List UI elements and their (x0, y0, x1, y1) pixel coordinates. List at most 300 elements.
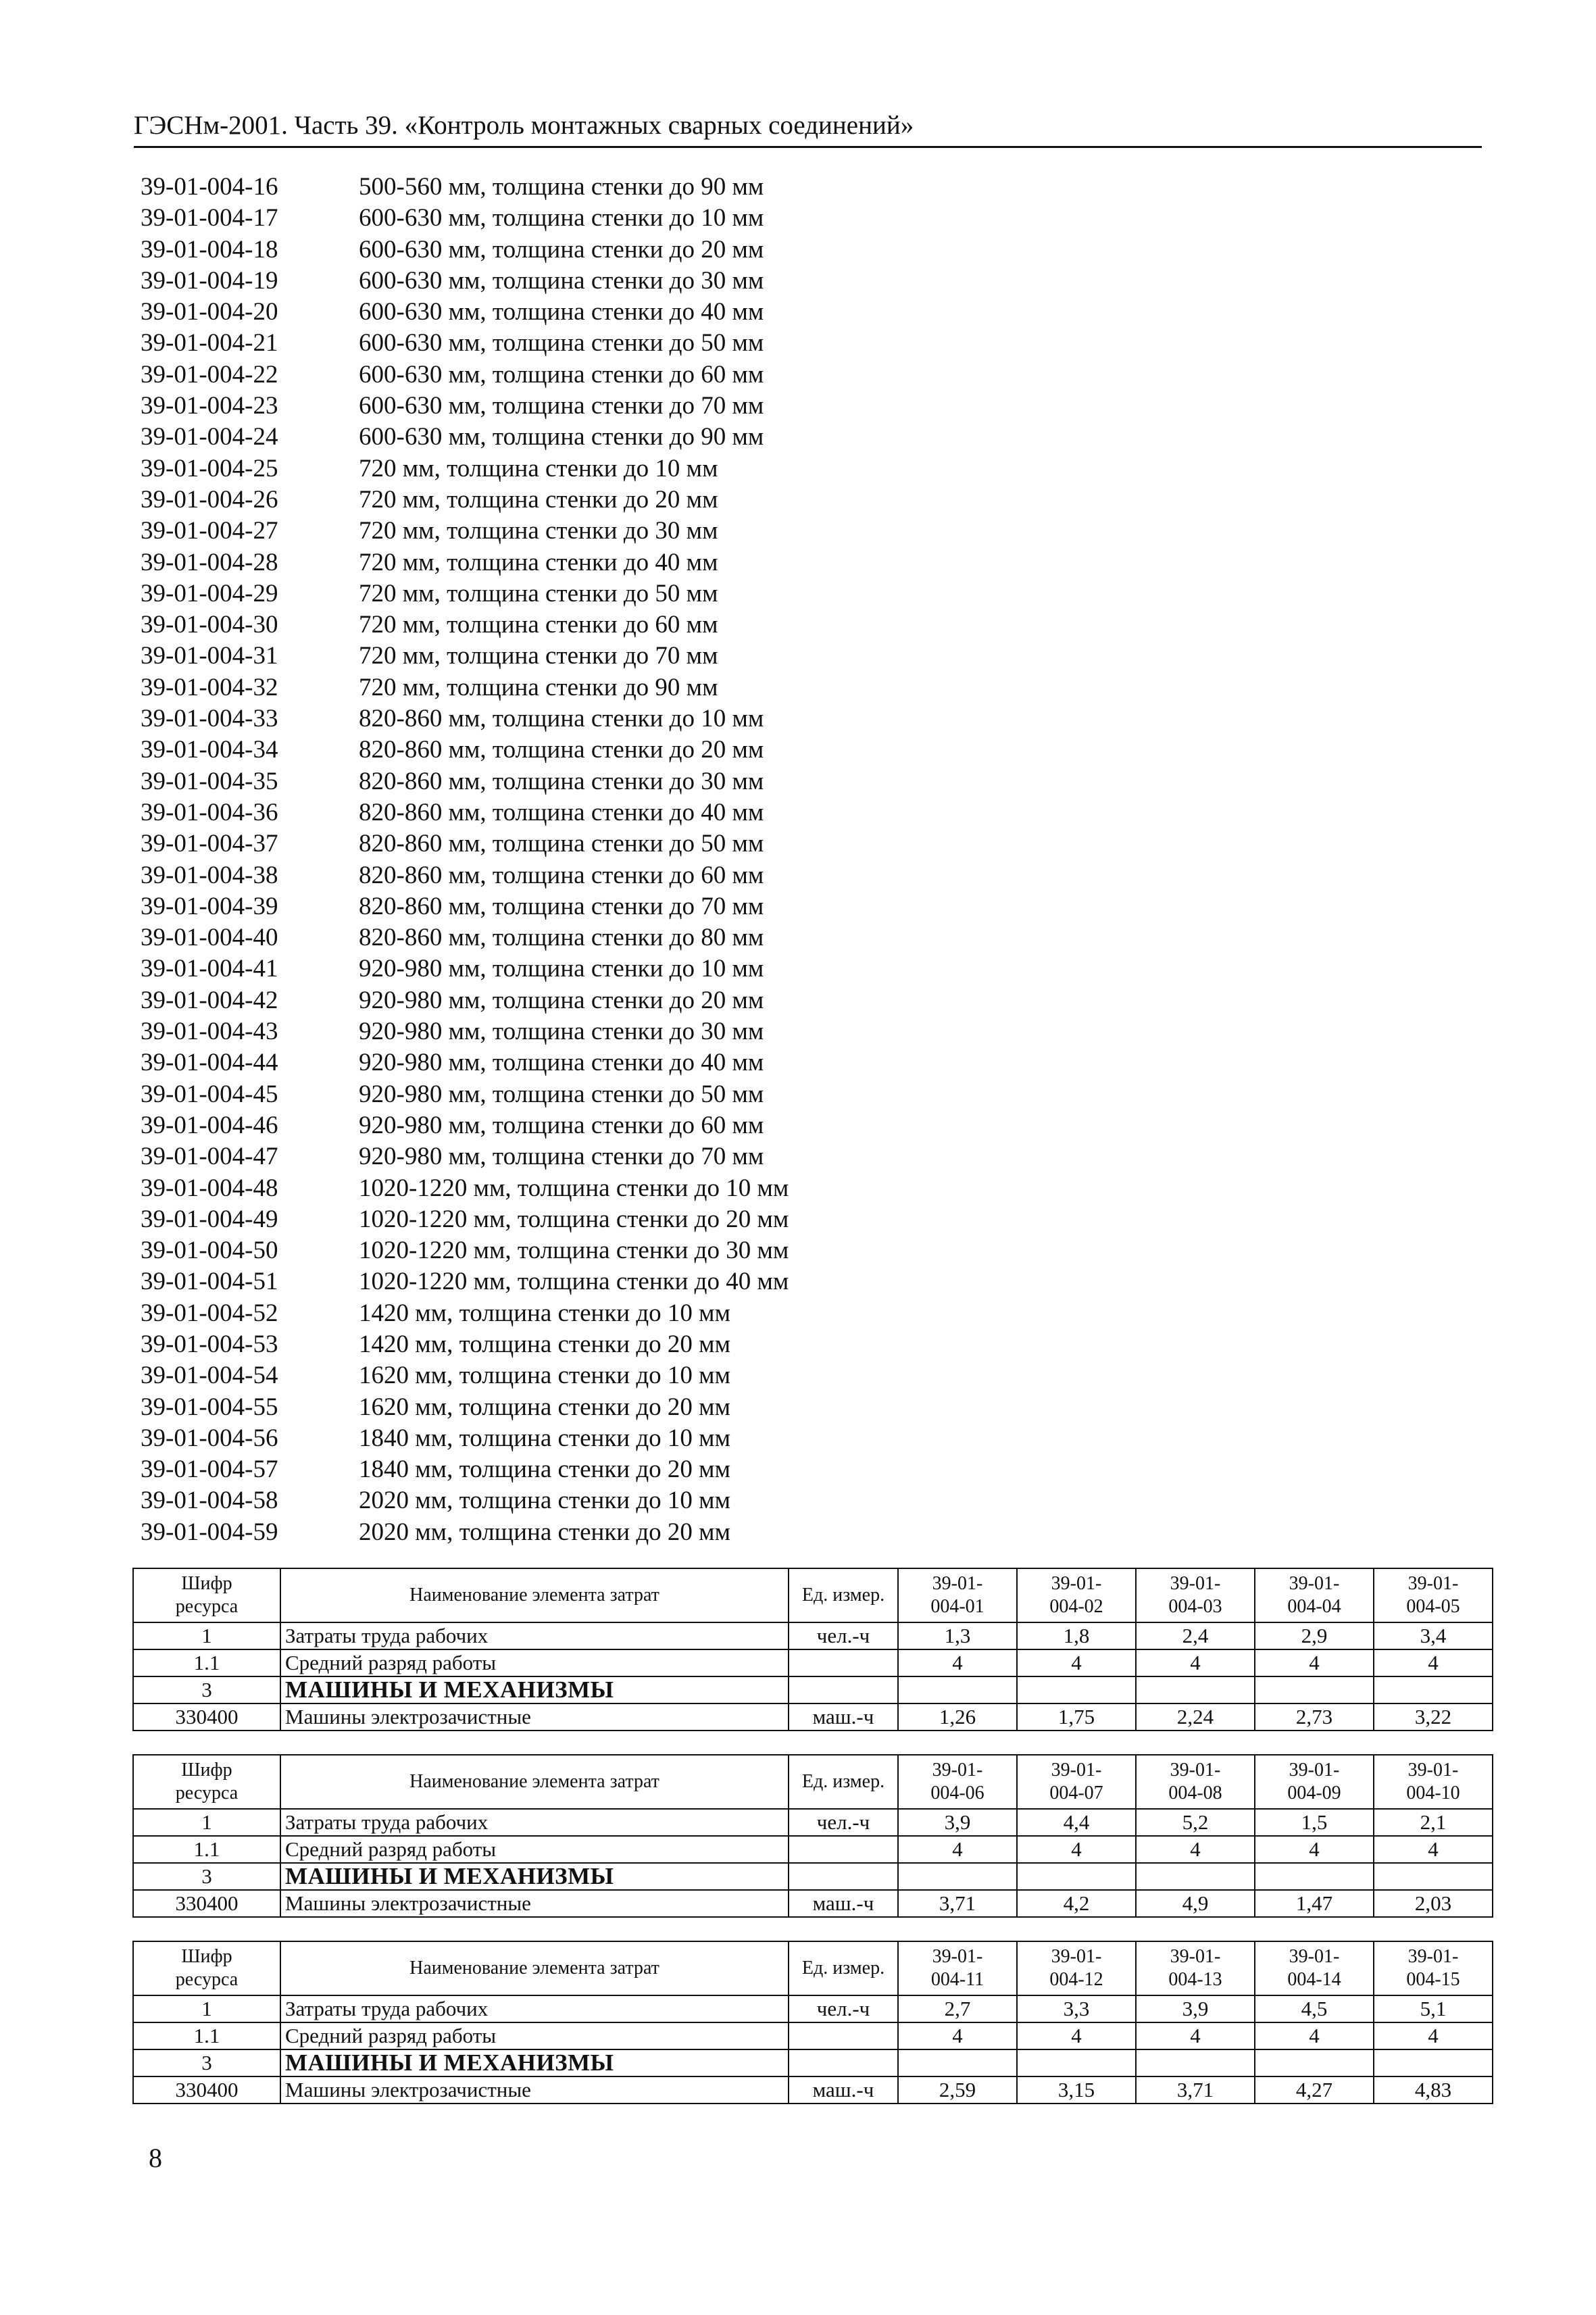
header-norm-code (1017, 1755, 1136, 1809)
header-code-line: Шифр (181, 1573, 232, 1594)
resource-code: 3 (133, 1863, 280, 1890)
norm-code-line: 39-01- (1289, 1760, 1340, 1781)
value-cell: 4 (1017, 1836, 1136, 1863)
header-norm-code (1255, 1941, 1374, 1995)
list-item (141, 547, 1222, 578)
value-cell: 2,7 (898, 1995, 1017, 2022)
header-resource-code (133, 1568, 280, 1622)
item-description: 1020-1220 мм, толщина стенки до 20 мм (359, 1205, 789, 1233)
value-cell (898, 2049, 1017, 2076)
value-cell: 4,4 (1017, 1809, 1136, 1836)
header-norm-code (1255, 1568, 1374, 1622)
item-code: 39-01-004-35 (141, 767, 278, 795)
item-code: 39-01-004-43 (141, 1018, 278, 1046)
item-code: 39-01-004-23 (141, 392, 278, 420)
item-description: 920-980 мм, толщина стенки до 20 мм (359, 986, 764, 1014)
norm-code-line: 39-01- (1407, 1573, 1459, 1594)
section-title: МАШИНЫ И МЕХАНИЗМЫ (280, 2049, 789, 2076)
list-item (141, 453, 1222, 484)
item-code: 39-01-004-56 (141, 1424, 278, 1452)
value-cell: 4 (1374, 2022, 1493, 2049)
item-description: 600-630 мм, толщина стенки до 60 мм (359, 360, 764, 389)
resource-code: 3 (133, 2049, 280, 2076)
value-cell: 1,75 (1017, 1703, 1136, 1731)
list-item (141, 359, 1222, 391)
norm-code-line: 39-01- (1051, 1760, 1102, 1781)
resource-code: 330400 (133, 2076, 280, 2104)
unit-cell (789, 1863, 898, 1890)
norm-code-line: 004-05 (1406, 1596, 1460, 1617)
cost-element-name: Средний разряд работы (280, 2022, 789, 2049)
norm-code-line: 39-01- (1051, 1573, 1102, 1594)
table-row (133, 1890, 1493, 1917)
value-cell (1374, 1863, 1493, 1890)
list-item (141, 1204, 1222, 1235)
value-cell: 3,15 (1017, 2076, 1136, 2104)
unit-cell: маш.-ч (789, 1890, 898, 1917)
table-row (133, 1809, 1493, 1836)
value-cell: 4 (898, 1649, 1017, 1676)
cost-element-name: Машины электрозачистные (280, 1890, 789, 1917)
norm-code-line: 004-09 (1287, 1783, 1341, 1803)
item-description: 600-630 мм, толщина стенки до 20 мм (359, 235, 764, 264)
list-item (141, 1392, 1222, 1423)
item-description: 1620 мм, толщина стенки до 20 мм (359, 1393, 730, 1421)
item-description: 820-860 мм, толщина стенки до 70 мм (359, 892, 764, 920)
item-description: 820-860 мм, толщина стенки до 50 мм (359, 830, 764, 858)
item-code: 39-01-004-36 (141, 798, 278, 826)
value-cell: 5,2 (1136, 1809, 1255, 1836)
value-cell: 2,59 (898, 2076, 1017, 2104)
page-header: ГЭСНм-2001. Часть 39. «Контроль монтажных сварных соединений» (134, 111, 914, 140)
value-cell: 1,5 (1255, 1809, 1374, 1836)
item-code: 39-01-004-29 (141, 579, 278, 607)
norm-code-line: 004-15 (1406, 1969, 1460, 1990)
item-description: 600-630 мм, толщина стенки до 70 мм (359, 392, 764, 420)
table-row (133, 1836, 1493, 1863)
norm-code-line: 39-01- (1407, 1760, 1459, 1781)
item-description: 600-630 мм, толщина стенки до 30 мм (359, 266, 764, 295)
header-norm-code (1374, 1941, 1493, 1995)
cost-element-name: Затраты труда рабочих (280, 1622, 789, 1649)
item-description: 920-980 мм, толщина стенки до 40 мм (359, 1049, 764, 1077)
list-item (141, 422, 1222, 453)
item-code: 39-01-004-51 (141, 1268, 278, 1296)
list-item (141, 1485, 1222, 1516)
value-cell: 2,03 (1374, 1890, 1493, 1917)
item-description: 820-860 мм, толщина стенки до 20 мм (359, 736, 764, 764)
value-cell: 4 (898, 2022, 1017, 2049)
value-cell: 2,24 (1136, 1703, 1255, 1731)
value-cell: 4 (1136, 1836, 1255, 1863)
item-description: 2020 мм, толщина стенки до 10 мм (359, 1487, 730, 1515)
resource-code: 1 (133, 1809, 280, 1836)
value-cell: 1,3 (898, 1622, 1017, 1649)
norm-code-line: 39-01- (932, 1760, 983, 1781)
item-description: 920-980 мм, толщина стенки до 60 мм (359, 1111, 764, 1139)
section-row (133, 1863, 1493, 1890)
value-cell: 1,26 (898, 1703, 1017, 1731)
item-code: 39-01-004-18 (141, 235, 278, 264)
header-code-line: ресурса (175, 1783, 239, 1803)
item-description: 820-860 мм, толщина стенки до 30 мм (359, 767, 764, 795)
table-row (133, 1622, 1493, 1649)
value-cell: 4,5 (1255, 1995, 1374, 2022)
item-description: 600-630 мм, толщина стенки до 50 мм (359, 329, 764, 357)
resource-code: 1 (133, 1622, 280, 1649)
header-resource-code (133, 1755, 280, 1809)
table-row (133, 1995, 1493, 2022)
value-cell (1136, 2049, 1255, 2076)
cost-element-name: Машины электрозачистные (280, 1703, 789, 1731)
cost-element-name: Машины электрозачистные (280, 2076, 789, 2104)
header-norm-code (1136, 1568, 1255, 1622)
resource-table (132, 1754, 1493, 1918)
header-unit: Ед. измер. (789, 1568, 898, 1622)
item-description: 920-980 мм, толщина стенки до 30 мм (359, 1018, 764, 1046)
item-code: 39-01-004-39 (141, 892, 278, 920)
item-description: 820-860 мм, толщина стенки до 10 мм (359, 705, 764, 733)
list-item (141, 1173, 1222, 1204)
item-code: 39-01-004-33 (141, 705, 278, 733)
header-norm-code (898, 1568, 1017, 1622)
value-cell: 3,9 (898, 1809, 1017, 1836)
list-item (141, 484, 1222, 516)
item-description: 920-980 мм, толщина стенки до 70 мм (359, 1143, 764, 1171)
list-item (141, 891, 1222, 922)
header-cost-element: Наименование элемента затрат (280, 1941, 789, 1995)
norm-code-line: 004-07 (1049, 1783, 1103, 1803)
resource-code: 330400 (133, 1703, 280, 1731)
item-description: 820-860 мм, толщина стенки до 40 мм (359, 798, 764, 826)
list-item (141, 922, 1222, 953)
item-code: 39-01-004-53 (141, 1330, 278, 1358)
unit-cell (789, 1649, 898, 1676)
value-cell: 3,71 (898, 1890, 1017, 1917)
cost-element-name: Затраты труда рабочих (280, 1809, 789, 1836)
list-item (141, 1141, 1222, 1172)
norm-code-line: 39-01- (932, 1573, 983, 1594)
list-item (141, 641, 1222, 672)
value-cell: 4 (1374, 1649, 1493, 1676)
list-item (141, 1047, 1222, 1078)
item-description: 820-860 мм, толщина стенки до 80 мм (359, 924, 764, 952)
item-list (141, 172, 1222, 1548)
item-code: 39-01-004-28 (141, 548, 278, 576)
item-description: 820-860 мм, толщина стенки до 60 мм (359, 861, 764, 889)
norm-code-line: 004-11 (930, 1969, 984, 1990)
list-item (141, 266, 1222, 297)
value-cell: 4,83 (1374, 2076, 1493, 2104)
value-cell: 4 (1136, 1649, 1255, 1676)
item-code: 39-01-004-48 (141, 1174, 278, 1202)
item-description: 1840 мм, толщина стенки до 20 мм (359, 1455, 730, 1484)
item-code: 39-01-004-34 (141, 736, 278, 764)
item-code: 39-01-004-54 (141, 1362, 278, 1390)
item-description: 1020-1220 мм, толщина стенки до 40 мм (359, 1268, 789, 1296)
item-description: 720 мм, толщина стенки до 10 мм (359, 454, 718, 482)
item-code: 39-01-004-58 (141, 1487, 278, 1515)
item-code: 39-01-004-57 (141, 1455, 278, 1484)
resource-code: 1.1 (133, 1836, 280, 1863)
item-code: 39-01-004-41 (141, 955, 278, 983)
list-item (141, 203, 1222, 234)
norm-code-line: 39-01- (1289, 1573, 1340, 1594)
list-item (141, 672, 1222, 703)
resource-table (132, 1568, 1493, 1731)
item-description: 1020-1220 мм, толщина стенки до 30 мм (359, 1237, 789, 1265)
item-code: 39-01-004-42 (141, 986, 278, 1014)
value-cell (1017, 2049, 1136, 2076)
item-description: 720 мм, толщина стенки до 60 мм (359, 611, 718, 639)
item-code: 39-01-004-38 (141, 861, 278, 889)
item-code: 39-01-004-31 (141, 642, 278, 670)
item-description: 720 мм, толщина стенки до 40 мм (359, 548, 718, 576)
item-code: 39-01-004-24 (141, 423, 278, 451)
list-item (141, 1454, 1222, 1485)
item-description: 720 мм, толщина стенки до 50 мм (359, 579, 718, 607)
list-item (141, 297, 1222, 328)
item-code: 39-01-004-45 (141, 1080, 278, 1108)
norm-code-line: 39-01- (1170, 1946, 1221, 1967)
value-cell: 3,3 (1017, 1995, 1136, 2022)
list-item (141, 953, 1222, 985)
table-header-row (133, 1755, 1493, 1809)
header-norm-code (1374, 1755, 1493, 1809)
list-item (141, 1016, 1222, 1047)
resource-code: 3 (133, 1676, 280, 1703)
value-cell: 4 (898, 1836, 1017, 1863)
norm-code-line: 004-10 (1406, 1783, 1460, 1803)
header-norm-code (1255, 1755, 1374, 1809)
list-item (141, 860, 1222, 891)
header-code-line: ресурса (175, 1596, 239, 1617)
header-code-line: Шифр (181, 1760, 232, 1781)
item-code: 39-01-004-40 (141, 924, 278, 952)
value-cell: 1,47 (1255, 1890, 1374, 1917)
item-description: 600-630 мм, толщина стенки до 90 мм (359, 423, 764, 451)
item-code: 39-01-004-20 (141, 298, 278, 326)
value-cell: 4 (1136, 2022, 1255, 2049)
item-description: 600-630 мм, толщина стенки до 10 мм (359, 204, 764, 232)
header-code-line: ресурса (175, 1969, 239, 1990)
item-description: 720 мм, толщина стенки до 70 мм (359, 642, 718, 670)
item-description: 920-980 мм, толщина стенки до 10 мм (359, 955, 764, 983)
unit-cell (789, 1836, 898, 1863)
list-item (141, 1329, 1222, 1360)
value-cell: 4 (1255, 1836, 1374, 1863)
unit-cell: маш.-ч (789, 2076, 898, 2104)
item-description: 1840 мм, толщина стенки до 10 мм (359, 1424, 730, 1452)
value-cell (898, 1863, 1017, 1890)
item-description: 1620 мм, толщина стенки до 10 мм (359, 1362, 730, 1390)
header-code-line: Шифр (181, 1946, 232, 1967)
item-code: 39-01-004-59 (141, 1518, 278, 1546)
item-code: 39-01-004-47 (141, 1143, 278, 1171)
value-cell (1255, 2049, 1374, 2076)
value-cell (1255, 1676, 1374, 1703)
cost-element-name: Средний разряд работы (280, 1649, 789, 1676)
list-item (141, 516, 1222, 547)
item-description: 1420 мм, толщина стенки до 20 мм (359, 1330, 730, 1358)
value-cell: 1,8 (1017, 1622, 1136, 1649)
header-unit: Ед. измер. (789, 1755, 898, 1809)
norm-code-line: 004-06 (930, 1783, 984, 1803)
item-description: 1020-1220 мм, толщина стенки до 10 мм (359, 1174, 789, 1202)
item-description: 920-980 мм, толщина стенки до 50 мм (359, 1080, 764, 1108)
item-code: 39-01-004-25 (141, 454, 278, 482)
list-item (141, 1235, 1222, 1266)
header-unit: Ед. измер. (789, 1941, 898, 1995)
cost-element-name: Затраты труда рабочих (280, 1995, 789, 2022)
value-cell: 3,9 (1136, 1995, 1255, 2022)
header-rule (134, 146, 1482, 148)
norm-code-line: 39-01- (1289, 1946, 1340, 1967)
norm-code-line: 39-01- (1051, 1946, 1102, 1967)
table-row (133, 2022, 1493, 2049)
list-item (141, 391, 1222, 422)
resource-code: 330400 (133, 1890, 280, 1917)
item-code: 39-01-004-37 (141, 830, 278, 858)
value-cell (1017, 1863, 1136, 1890)
header-norm-code (898, 1755, 1017, 1809)
cost-element-name: Средний разряд работы (280, 1836, 789, 1863)
norm-code-line: 004-13 (1168, 1969, 1222, 1990)
unit-cell (789, 2022, 898, 2049)
value-cell: 2,4 (1136, 1622, 1255, 1649)
list-item (141, 328, 1222, 359)
value-cell: 2,73 (1255, 1703, 1374, 1731)
norm-code-line: 004-02 (1049, 1596, 1103, 1617)
item-description: 2020 мм, толщина стенки до 20 мм (359, 1518, 730, 1546)
item-code: 39-01-004-46 (141, 1111, 278, 1139)
item-code: 39-01-004-26 (141, 485, 278, 514)
header-norm-code (1374, 1568, 1493, 1622)
value-cell: 4,27 (1255, 2076, 1374, 2104)
norm-code-line: 004-01 (930, 1596, 984, 1617)
section-row (133, 1676, 1493, 1703)
unit-cell: чел.-ч (789, 1622, 898, 1649)
item-code: 39-01-004-27 (141, 517, 278, 545)
value-cell: 4 (1255, 1649, 1374, 1676)
item-description: 500-560 мм, толщина стенки до 90 мм (359, 173, 764, 201)
norm-code-line: 004-08 (1168, 1783, 1222, 1803)
value-cell (1255, 1863, 1374, 1890)
value-cell: 4 (1255, 2022, 1374, 2049)
norm-code-line: 39-01- (1170, 1573, 1221, 1594)
item-description: 1420 мм, толщина стенки до 10 мм (359, 1299, 730, 1327)
norm-code-line: 004-14 (1287, 1969, 1341, 1990)
item-description: 720 мм, толщина стенки до 20 мм (359, 485, 718, 514)
resource-code: 1.1 (133, 1649, 280, 1676)
item-code: 39-01-004-52 (141, 1299, 278, 1327)
value-cell: 4 (1017, 1649, 1136, 1676)
list-item (141, 609, 1222, 641)
value-cell (898, 1676, 1017, 1703)
list-item (141, 172, 1222, 203)
list-item (141, 828, 1222, 860)
section-title: МАШИНЫ И МЕХАНИЗМЫ (280, 1863, 789, 1890)
norm-code-line: 39-01- (932, 1946, 983, 1967)
header-norm-code (1136, 1941, 1255, 1995)
header-norm-code (1017, 1941, 1136, 1995)
value-cell: 2,9 (1255, 1622, 1374, 1649)
value-cell: 5,1 (1374, 1995, 1493, 2022)
list-item (141, 1266, 1222, 1297)
resource-table (132, 1941, 1493, 2104)
value-cell (1374, 1676, 1493, 1703)
value-cell: 4,2 (1017, 1890, 1136, 1917)
norm-code-line: 004-12 (1049, 1969, 1103, 1990)
value-cell (1136, 1676, 1255, 1703)
item-code: 39-01-004-32 (141, 673, 278, 701)
section-title: МАШИНЫ И МЕХАНИЗМЫ (280, 1676, 789, 1703)
list-item (141, 703, 1222, 735)
unit-cell: маш.-ч (789, 1703, 898, 1731)
unit-cell (789, 2049, 898, 2076)
item-description: 720 мм, толщина стенки до 90 мм (359, 673, 718, 701)
table-row (133, 1703, 1493, 1731)
header-cost-element: Наименование элемента затрат (280, 1568, 789, 1622)
value-cell (1374, 2049, 1493, 2076)
header-cost-element: Наименование элемента затрат (280, 1755, 789, 1809)
list-item (141, 1110, 1222, 1141)
list-item (141, 1079, 1222, 1110)
list-item (141, 578, 1222, 609)
list-item (141, 766, 1222, 797)
list-item (141, 985, 1222, 1016)
table-header-row (133, 1941, 1493, 1995)
list-item (141, 1423, 1222, 1454)
unit-cell: чел.-ч (789, 1809, 898, 1836)
header-norm-code (1136, 1755, 1255, 1809)
value-cell: 2,1 (1374, 1809, 1493, 1836)
value-cell: 4 (1374, 1836, 1493, 1863)
list-item (141, 797, 1222, 828)
item-code: 39-01-004-21 (141, 329, 278, 357)
header-norm-code (1017, 1568, 1136, 1622)
page-number: 8 (149, 2143, 162, 2173)
unit-cell: чел.-ч (789, 1995, 898, 2022)
list-item (141, 234, 1222, 266)
item-code: 39-01-004-49 (141, 1205, 278, 1233)
norm-code-line: 004-04 (1287, 1596, 1341, 1617)
list-item (141, 1360, 1222, 1391)
value-cell: 3,71 (1136, 2076, 1255, 2104)
item-code: 39-01-004-16 (141, 173, 278, 201)
norm-code-line: 39-01- (1407, 1946, 1459, 1967)
value-cell (1017, 1676, 1136, 1703)
item-code: 39-01-004-50 (141, 1237, 278, 1265)
section-row (133, 2049, 1493, 2076)
item-code: 39-01-004-19 (141, 266, 278, 295)
unit-cell (789, 1676, 898, 1703)
item-code: 39-01-004-55 (141, 1393, 278, 1421)
header-norm-code (898, 1941, 1017, 1995)
list-item (141, 1517, 1222, 1548)
table-row (133, 2076, 1493, 2104)
resource-code: 1.1 (133, 2022, 280, 2049)
resource-code: 1 (133, 1995, 280, 2022)
item-code: 39-01-004-44 (141, 1049, 278, 1077)
value-cell: 4,9 (1136, 1890, 1255, 1917)
value-cell: 3,4 (1374, 1622, 1493, 1649)
value-cell (1136, 1863, 1255, 1890)
item-description: 600-630 мм, толщина стенки до 40 мм (359, 298, 764, 326)
item-code: 39-01-004-22 (141, 360, 278, 389)
item-code: 39-01-004-30 (141, 611, 278, 639)
norm-code-line: 004-03 (1168, 1596, 1222, 1617)
